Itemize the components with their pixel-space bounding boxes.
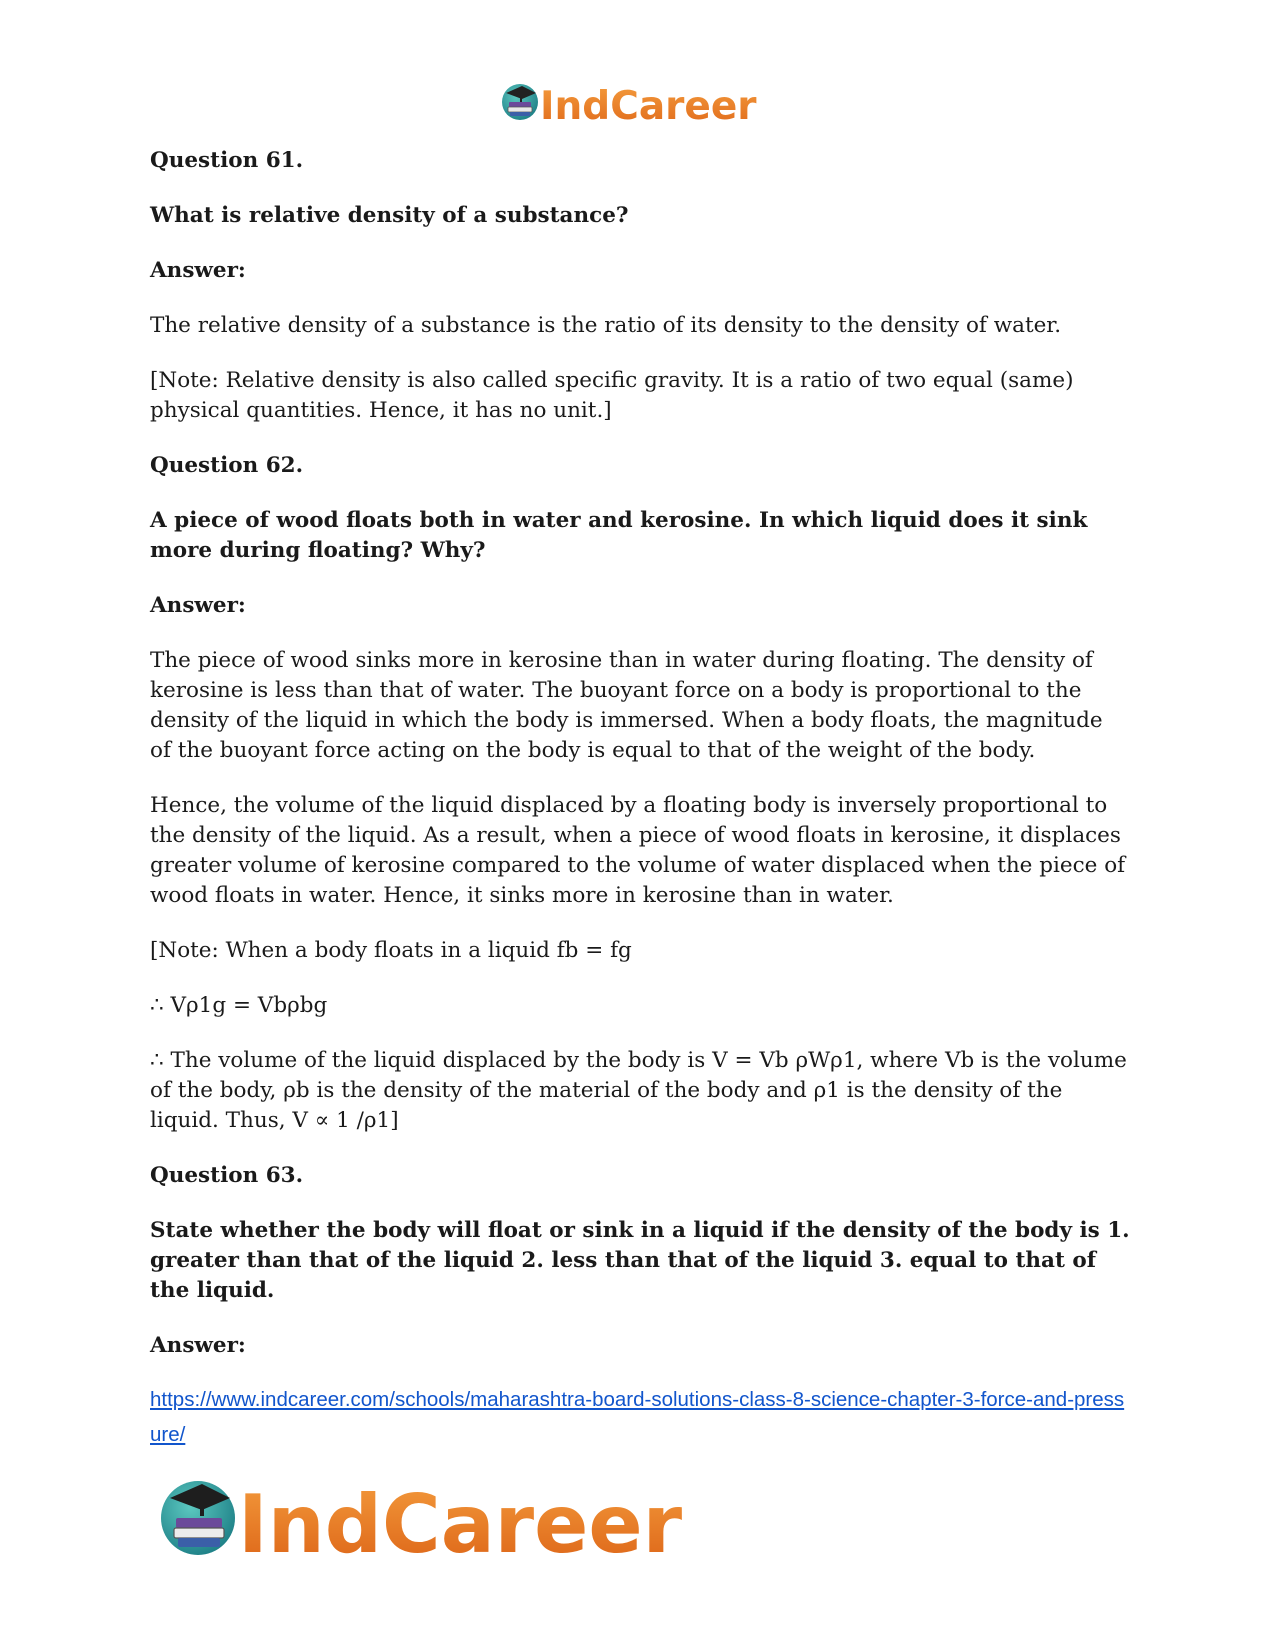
question-61-title: Question 61. xyxy=(150,148,304,173)
indcareer-logo-large-icon xyxy=(160,1470,700,1570)
answer-62-para-2: Hence, the volume of the liquid displaced by a floating body is inversely proportional to the density of the liquid. As a result, when a piece of wood floats in kerosine, it displaces greater volume of kerosine compared to the volume of water displaced when the piece of wood floats in water. Hence, it sinks more in kerosine than in water. xyxy=(150,793,1126,908)
answer-61-note: [Note: Relative density is also called specific gravity. It is a ratio of two equal (same) physical quantities. Hence, it has no unit.] xyxy=(150,368,1074,423)
question-62-text: A piece of wood floats both in water and kerosine. In which liquid does it sink more during floating? Why? xyxy=(150,508,1088,563)
document-content xyxy=(150,146,1130,1452)
question-63-text: State whether the body will float or sink in a liquid if the density of the body is 1. greater than that of the liquid 2. less than that of the liquid 3. equal to that of the liquid. xyxy=(150,1218,1130,1303)
indcareer-logo-bottom xyxy=(160,1470,700,1570)
answer-62-note-2: ∴ Vρ1g = Vbρbg xyxy=(150,993,328,1018)
indcareer-logo-top xyxy=(500,78,780,130)
svg-text:IndCareer: IndCareer xyxy=(540,84,757,129)
question-62-title: Question 62. xyxy=(150,453,304,478)
answer-61-para-1: The relative density of a substance is the ratio of its density to the density of water. xyxy=(150,313,1062,338)
answer-62-para-1: The piece of wood sinks more in kerosine than in water during floating. The density of kerosine is less than that of water. The buoyant force on a body is proportional to the density of the liquid in which the body is immersed. When a body floats, the magnitude of the buoyant force acting on the body is equal to that of the weight of the body. xyxy=(150,648,1103,763)
source-link[interactable]: https://www.indcareer.com/schools/maharashtra-board-solutions-class-8-science-chapter-3-force-and-pressure/ xyxy=(150,1388,1125,1446)
question-61-text: What is relative density of a substance? xyxy=(150,203,629,228)
answer-62-note-1: [Note: When a body floats in a liquid fb = fg xyxy=(150,938,632,963)
answer-62-note-3: ∴ The volume of the liquid displaced by the body is V = Vb ρWρ1, where Vb is the volume of the body, ρb is the density of the material of the body and ρ1 is the density of the liquid. Thus, V ∝ 1 /ρ1] xyxy=(150,1048,1127,1133)
question-63-title: Question 63. xyxy=(150,1163,304,1188)
answer-61-label: Answer: xyxy=(150,258,246,283)
svg-text:IndCareer: IndCareer xyxy=(238,1478,683,1570)
answer-63-label: Answer: xyxy=(150,1333,246,1358)
indcareer-logo-icon xyxy=(500,78,780,130)
answer-62-label: Answer: xyxy=(150,593,246,618)
